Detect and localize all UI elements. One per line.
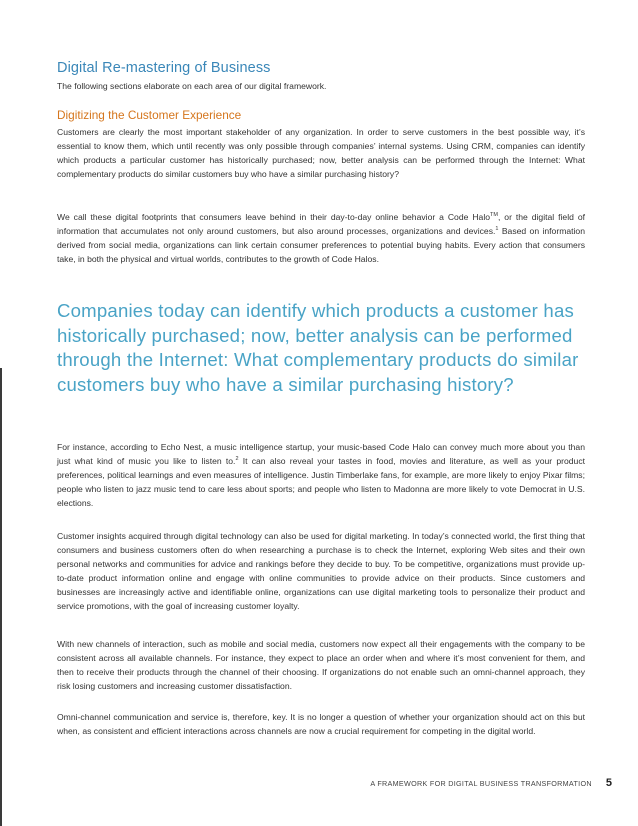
paragraph-echo-nest-text-a: For instance, according to Echo Nest, a music intelligence startup, your music-based Code Halo can convey much more about you than just what kind of music you like to listen to. bbox=[57, 442, 585, 467]
running-title: A FRAMEWORK FOR DIGITAL BUSINESS TRANSFORMATION bbox=[370, 779, 592, 788]
paragraph-echo-nest-text-b: It can also reveal your tastes in food, movies and literature, as well as your product preferences, political learnings and even measures of intelligence. Justin Timberlake fans, for example, are more likely to enjoy Pixar films; people who listen to jazz music tend to care less about sports; and people who listen to Madonna are more likely to vote Democrat in U.S. elections. bbox=[57, 456, 586, 509]
page-footer bbox=[370, 777, 612, 789]
footnote-ref-2: 2 bbox=[235, 456, 239, 463]
paragraph-digital-marketing: Customer insights acquired through digital technology can also be used for digital marketing. In today’s connected world, the first thing that consumers and business customers often do when researching a purchase is to check the Internet, exploring Web sites and their own personal networks and communities for advice and rankings before they decide to buy. To be competitive, organizations must provide up-to-date product information online and engage with online communities to provide advice on their products. Since customers and businesses are increasingly active and identifiable online, organizations can use digital marketing tools to personalize their product and service promotions, with the goal of increasing customer loyalty. bbox=[57, 531, 585, 612]
paragraph-code-halo bbox=[57, 210, 585, 266]
paragraph-code-halo-text-a: We call these digital footprints that consumers leave behind in their day-to-day online behavior a Code Halo bbox=[57, 212, 491, 222]
subsection-title: Digitizing the Customer Experience bbox=[57, 108, 242, 122]
page-number: 5 bbox=[605, 777, 612, 789]
paragraph-echo-nest bbox=[57, 440, 585, 510]
section-title: Digital Re-mastering of Business bbox=[57, 60, 271, 76]
footnote-ref-1: 1 bbox=[495, 226, 499, 233]
trademark-mark: TM bbox=[490, 212, 498, 219]
pull-quote: Companies today can identify which products a customer has historically purchased; now, better analysis can be performed through the Internet: What complementary products do similar customers buy who have a similar purchasing history? bbox=[57, 300, 579, 395]
paragraph-crm: Customers are clearly the most important stakeholder of any organization. In order to serve customers in the best possible way, it’s essential to know them, which until recently was only possible through companies’ internal systems. Using CRM, companies can identify which products a particular customer has historically purchased; now, better analysis can be performed through the Internet: What complementary products do similar customers buy who have a similar purchasing history? bbox=[57, 127, 585, 180]
paragraph-channels: With new channels of interaction, such as mobile and social media, customers now expect all their engagements with the company to be consistent across all available channels. For instance, they expect to place an order when and where it’s most convenient for them, and then to receive their products through the channel of their choosing. If organizations do not enable such an omni-channel approach, they risk losing customers and increasing customer dissatisfaction. bbox=[57, 639, 585, 692]
left-edge-rule bbox=[0, 368, 2, 826]
paragraph-code-halo-text-c: Based on information derived from social media, organizations can link certain consumer preferences to potential buying habits. Every action that consumers take, in both the physical and virtual worlds, contributes to the growth of Code Halos. bbox=[57, 226, 585, 265]
section-intro: The following sections elaborate on each area of our digital framework. bbox=[57, 81, 327, 91]
paragraph-omni-channel: Omni-channel communication and service is, therefore, key. It is no longer a question of whether your organization should act on this but when, as consistent and efficient interactions across channels are now a crucial requirement for competing in the digital world. bbox=[57, 712, 585, 737]
paragraph-code-halo-text-b: , or the digital field of information that accumulates not only around customers, but also around processes, organizations and devices. bbox=[57, 212, 585, 237]
